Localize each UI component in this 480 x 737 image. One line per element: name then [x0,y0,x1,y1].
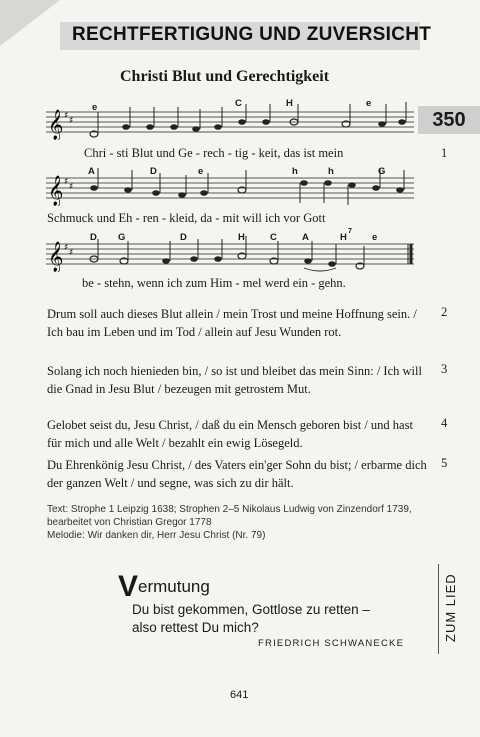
text-credit: Text: Strophe 1 Leipzig 1638; Strophen 2–5 Nikolaus Ludwig von Zinzendorf 1739, bearbeitet von Christian Gregor 1778 [47,504,412,528]
verse-text: Gelobet seist du, Jesu Christ, / daß du ein Mensch geboren bist / und hast für mich und alle Welt / bezahlt ein ewig Lösegeld. [47,418,413,450]
chord-label: D [180,232,187,243]
verse-number: 5 [441,456,448,470]
poem-line: also rettest Du mich? [132,620,259,635]
verse-number: 3 [441,362,448,376]
page-number: 641 [230,689,249,701]
treble-clef-icon: 𝄞 [48,176,64,206]
lyrics-row-3: be - stehn, wenn ich zum Him - mel werd ein - gehn. [82,276,346,290]
treble-clef-icon: 𝄞 [48,110,64,140]
poem-author: FRIEDRICH SCHWANECKE [258,638,405,649]
verse-text: Solang ich noch hienieden bin, / so ist und bleibet das mein Sinn: / Ich will die Gnad in Jesu Blut / bezeugen mit getrostem Mut. [47,364,422,396]
chord-label: e [92,102,98,113]
chord-label: H [340,232,347,243]
chord-label: H [286,98,293,109]
chord-label: A [88,166,95,177]
poem [132,601,370,637]
verse-number: 1 [441,146,448,160]
verse-number: 4 [441,416,448,430]
section-title: RECHTFERTIGUNG UND ZUVERSICHT [72,24,432,45]
verse-number: 2 [441,305,448,319]
staff-row-2 [46,166,414,206]
chord-label: A [302,232,309,243]
lyrics-row-1: Chri - sti Blut und Ge - rech - tig - keit, das ist mein [84,146,344,160]
song-title: Christi Blut und Gerechtigkeit [120,68,330,85]
chord-superscript: 7 [348,228,352,235]
chord-label: H [238,232,245,243]
folded-corner [0,0,60,46]
svg-text:♯: ♯ [69,182,74,192]
verse-text: Du Ehrenkönig Jesu Christ, / des Vaters ein'ger Sohn du bist; / erbarme dich der ganzen Welt / und segne, was sich zu dir hält. [47,458,427,490]
treble-clef-icon: 𝄞 [48,242,64,272]
chord-label: G [378,166,386,177]
chord-label: C [270,232,277,243]
chord-label: e [366,98,372,109]
hymn-number: 350 [418,106,480,134]
chord-label: G [118,232,126,243]
lyrics-row-2: Schmuck und Eh - ren - kleid, da - mit will ich vor Gott [47,211,326,225]
chord-label: h [328,166,334,177]
melody-credit: Melodie: Wir danken dir, Herr Jesu Christ (Nr. 79) [47,530,266,541]
credits [47,503,447,542]
chord-label: D [150,166,157,177]
vermutung-heading [118,570,210,604]
svg-text:♯: ♯ [64,111,69,121]
svg-text:♯: ♯ [69,248,74,258]
svg-text:♯: ♯ [64,243,69,253]
side-divider [438,564,439,654]
heading-rest: ermutung [138,577,210,596]
poem-line: Du bist gekommen, Gottlose zu retten – [132,602,370,617]
verse-text: Drum soll auch dieses Blut allein / mein Trost und meine Hoffnung sein. / Ich bau im Leben und im Tod / allein auf Jesu Wunden rot. [47,307,417,339]
drop-initial: V [118,570,139,603]
side-label: ZUM LIED [443,573,458,643]
chord-label: e [198,166,204,177]
svg-text:♯: ♯ [69,116,74,126]
svg-text:♯: ♯ [64,177,69,187]
chord-label: C [235,98,242,109]
chord-label: D [90,232,97,243]
chord-label: e [372,232,378,243]
staff-row-3 [46,232,414,272]
chord-label: h [292,166,298,177]
staff-row-1 [46,100,414,140]
